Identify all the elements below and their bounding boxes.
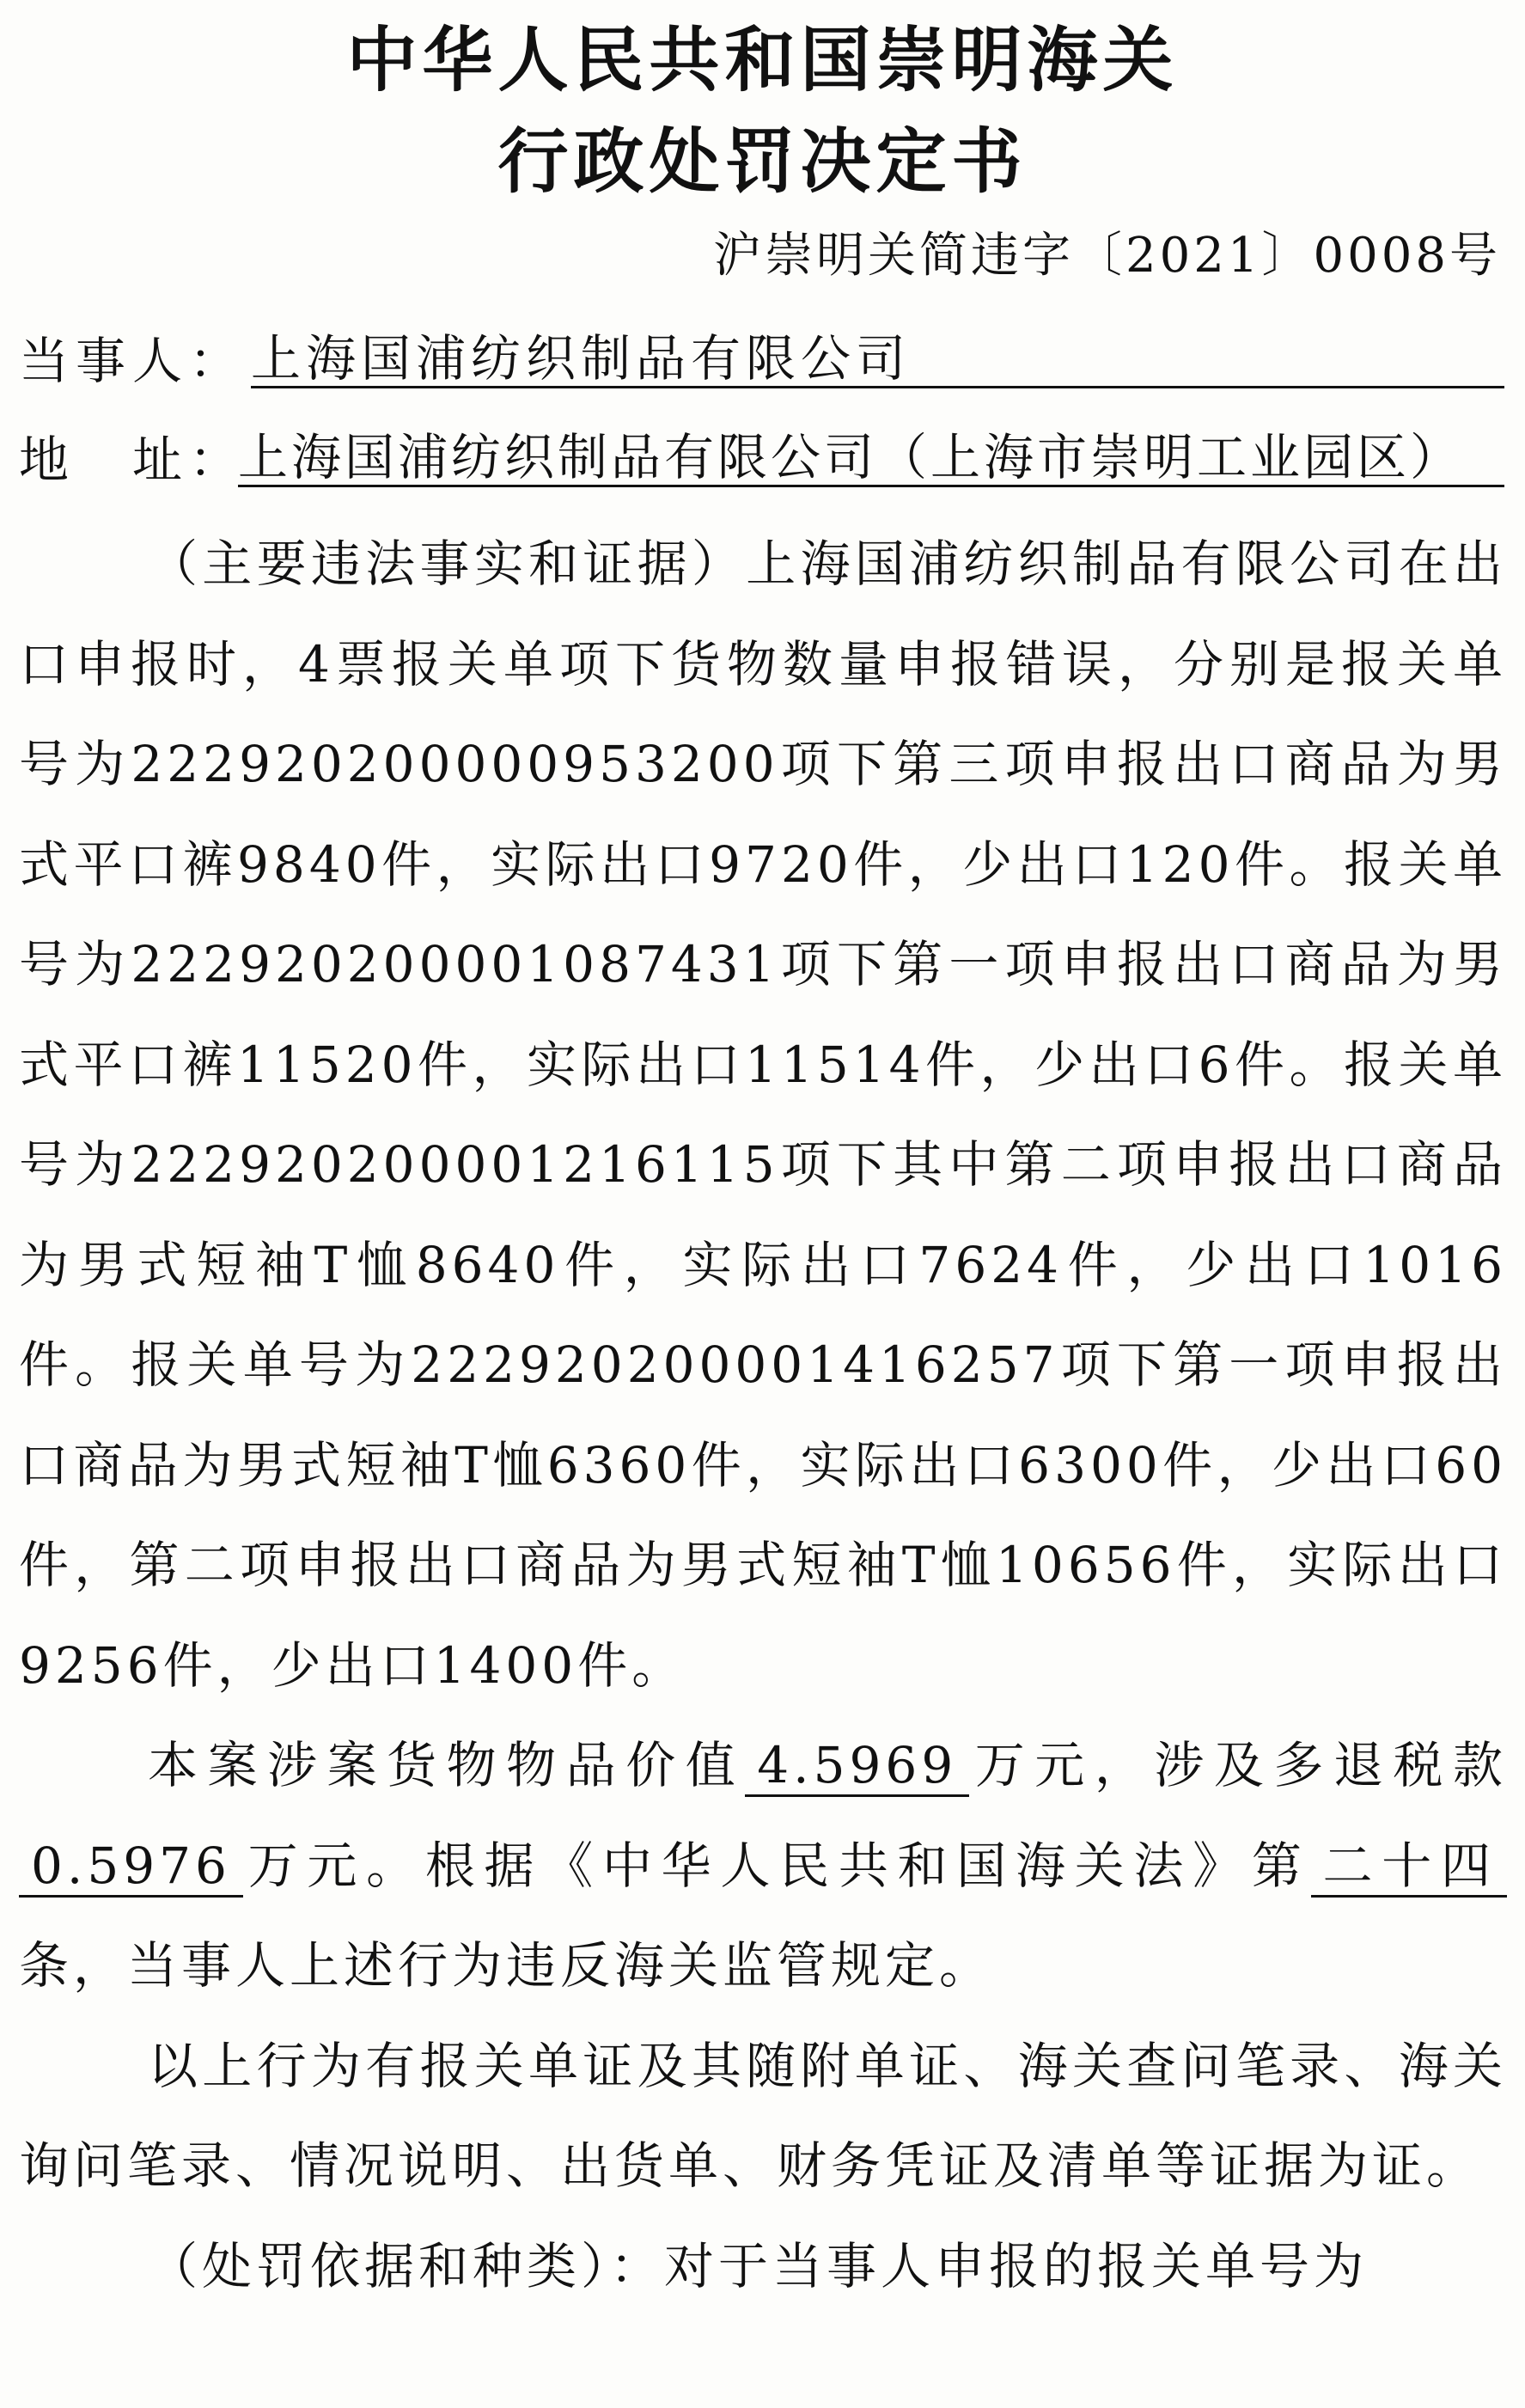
article-number: 二十四 (1311, 1837, 1507, 1898)
document-number: 沪崇明关简违字〔2021〕0008号 (712, 228, 1501, 284)
party-field (19, 331, 1504, 391)
address-field (19, 430, 1504, 490)
penalty-paragraph: （处罚依据和种类）：对于当事人申报的报关单号为 (148, 2236, 1369, 2295)
value-text-1: 本案涉案货物物品价值 (148, 1736, 746, 1794)
value-paragraph (19, 1715, 1507, 2016)
tax-refund-value: 0.5976 (19, 1837, 243, 1898)
value-text-4: 条，当事人上述行为违反海关监管规定。 (19, 1936, 994, 1995)
facts-paragraph: （主要违法事实和证据）上海国浦纺织制品有限公司在出口申报时，4票报关单项下货物数量申报错误，分别是报关单号为222920200000953200项下第三项申报出口商品为男式平口裤9840件，实际出口9720件，少出口120件。报关单号为222920200001087431项下第一项申报出口商品为男式平口裤11520件，实际出口11514件，少出口6件。报关单号为222920200001216115项下其中第二项申报出口商品为男式短袖T恤8640件，实际出口7624件，少出口1016件。报关单号为222920200001416257项下第一项申报出口商品为男式短袖T恤6360件，实际出口6300件，少出口60件，第二项申报出口商品为男式短袖T恤10656件，实际出口9256件，少出口1400件。 (19, 535, 1507, 1695)
evidence-paragraph: 以上行为有报关单证及其随附单证、海关查问笔录、海关询问笔录、情况说明、出货单、财务凭证及清单等证据为证。 (19, 2036, 1507, 2195)
document-body (19, 514, 1507, 2316)
address-value: 上海国浦纺织制品有限公司（上海市崇明工业园区） (238, 430, 1504, 487)
goods-value: 4.5969 (745, 1736, 969, 1797)
document-subtitle: 行政处罚决定书 (497, 121, 1028, 203)
document-title: 中华人民共和国崇明海关 (346, 20, 1179, 101)
address-label: 地 址： (19, 431, 247, 489)
value-text-3: 万元。根据《中华人民共和国海关法》第 (242, 1836, 1311, 1895)
party-label: 当事人： (19, 332, 247, 390)
value-text-2: 万元，涉及多退税款 (969, 1736, 1507, 1794)
party-value: 上海国浦纺织制品有限公司 (251, 331, 1504, 388)
